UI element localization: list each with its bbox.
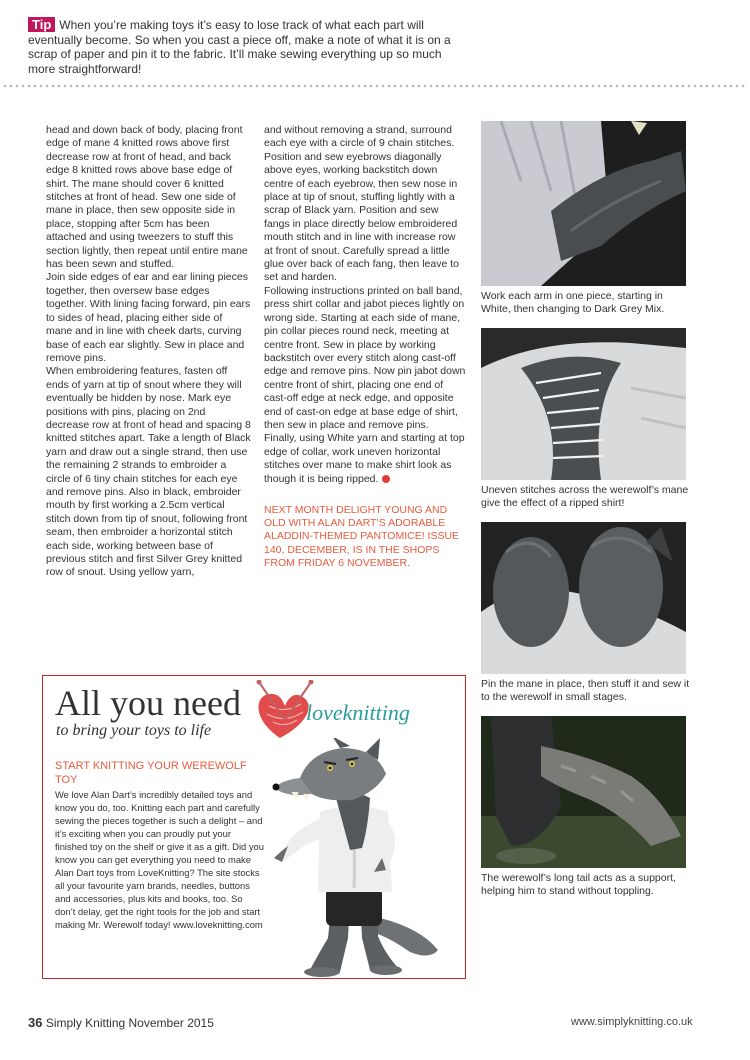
all-you-need-subtitle: to bring your toys to life bbox=[56, 722, 212, 739]
caption-3: Pin the mane in place, then stuff it and sew it to the werewolf in small stages. bbox=[481, 678, 690, 704]
loveknitting-logo-text: loveknitting bbox=[306, 700, 410, 725]
all-you-need-body: We love Alan Dart’s incredibly detailed toys and know you do, too. Knitting each part and carefully sewing the pieces together is such a delight – and it’s exciting when you can proudly put your finished toy on the shelf or give it as a gift. Did you know you can get everything you need to make Alan Dart toys from LoveKnitting? The site stocks all your favourite yarn brands, needles, buttons and accessories, plus kits and books, too. So don’t delay, get the right tools for the job and start making Mr. Werewolf today! www.loveknitting.com bbox=[55, 789, 264, 931]
tip-text: When you’re making toys it’s easy to lose track of what each part will eventually become. So when you cast a piece off, make a note of what it is on a scrap of paper and pin it to the fabric. It’ll make sewing everything up so much more straightforward! bbox=[28, 18, 451, 76]
tip-badge: Tip bbox=[28, 17, 55, 32]
next-month-teaser: NEXT MONTH DELIGHT YOUNG AND OLD WITH ALAN DART’S ADORABLE ALADDIN-THEMED PANTOMICE! ISSUE 140, DECEMBER, IS IN THE SHOPS FROM FRIDAY 6 NOVEMBER. bbox=[264, 503, 460, 569]
caption-2: Uneven stitches across the werewolf’s mane give the effect of a ripped shirt! bbox=[481, 484, 689, 510]
tip-box bbox=[28, 17, 458, 76]
body-column-2 bbox=[264, 124, 467, 570]
page-number: 36 bbox=[28, 1015, 43, 1030]
werewolf-toy-image bbox=[270, 738, 450, 978]
photo-shirt bbox=[481, 328, 686, 480]
caption-1: Work each arm in one piece, starting in White, then changing to Dark Grey Mix. bbox=[481, 290, 665, 316]
paragraph: Join side edges of ear and ear lining pieces together, then oversew base edges together. With lining facing forward, pin ears to sides of head, placing either side of mane and in line with cheek darts, curving base of each ear slightly. Sew in place and remove pins. bbox=[46, 271, 251, 364]
photo-mane bbox=[481, 522, 686, 674]
paragraph: Following instructions printed on ball band, press shirt collar and jabot pieces lightly on wrong side. Starting at each side of mane, pin collar pieces round neck, meeting at centre front. Sew in place by working backstitch over every stitch along cast-off edge and remove pins. Now pin jabot down centre front of shirt, placing one end of cast-off edge at neck edge, and opposite end of cast-on edge at base edge of shirt, then sew in place and remove pins. bbox=[264, 284, 466, 431]
photo-tail bbox=[481, 716, 686, 868]
page-footer-left bbox=[28, 1015, 214, 1030]
page-footer-website: www.simplyknitting.co.uk bbox=[571, 1016, 693, 1028]
paragraph: When embroidering features, fasten off ends of yarn at tip of snout where they will eventually be hidden by nose. Mark eye positions with pins, placing on 2nd decrease row at front of head and spacing 8 knitted stitches apart. Take a length of Black yarn and draw out a single strand, then use the remaining 2 strands to embroider a circle of 6 tiny chain stitches for each eye and remove pins. Also in black, embroider mouth by first working a 2.5cm vertical stitch down from tip of snout, following front seam, then embroider a horizontal stitch each side, working between base of previous stitch and first Silver Grey knitted row of snout. Using yellow yarn, bbox=[46, 365, 251, 579]
end-marker-icon bbox=[382, 475, 390, 483]
body-column-1 bbox=[46, 124, 251, 580]
magazine-issue: Simply Knitting November 2015 bbox=[45, 1016, 214, 1030]
paragraph-final: Finally, using White yarn and starting at top edge of collar, work uneven horizontal stitches over mane to make shirt look as though it is being ripped. bbox=[264, 432, 465, 485]
paragraph: Position and sew eyebrows diagonally above eyes, working backstitch down centre of each eyebrow, then sew nose in place at tip of snout, stuffing lightly with a scrap of Black yarn. Position and sew fangs in place directly below embroidered mouth stitch and in line with increase row at front of snout. Carefully spread a little glue over back of each fang, then leave to set and harden. bbox=[264, 150, 459, 284]
all-you-need-title: All you need bbox=[55, 683, 241, 723]
photo-arm bbox=[481, 121, 686, 286]
caption-4: The werewolf’s long tail acts as a support, helping him to stand without toppling. bbox=[481, 872, 676, 898]
dotted-divider bbox=[2, 84, 748, 88]
paragraph bbox=[264, 432, 467, 486]
paragraph: and without removing a strand, surround each eye with a circle of 9 chain stitches. bbox=[264, 124, 455, 150]
paragraph: head and down back of body, placing front edge of mane 4 knitted rows above first decrease row at front of head, and back edge 8 knitted rows above base edge of shirt. The mane should cover 6 knitted stitches at front of head. Sew one side of mane in place, then sew opposite side in place, stopping after 5cm has been attached and using tweezers to stuff this section lightly, then repeat until entire mane has been sewn and stuffed. bbox=[46, 124, 248, 271]
all-you-need-heading: START KNITTING YOUR WEREWOLF TOY bbox=[55, 760, 247, 786]
